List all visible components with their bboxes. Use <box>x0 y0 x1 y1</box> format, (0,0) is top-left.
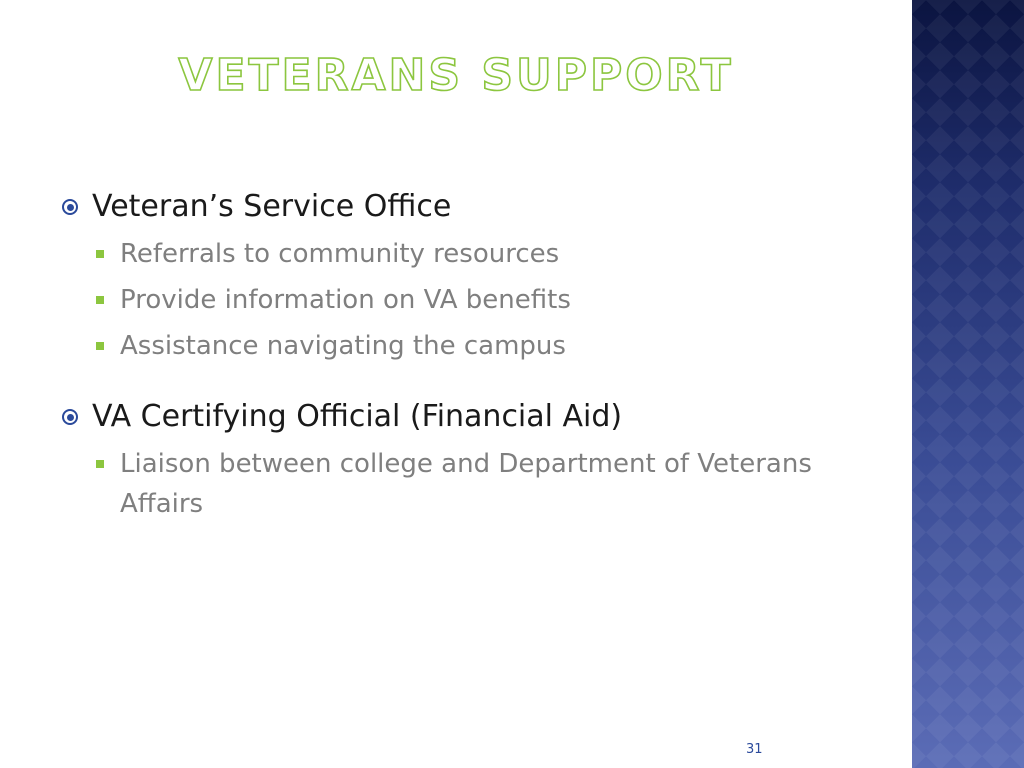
radio-bullet-icon <box>62 396 92 438</box>
slide-content <box>62 186 822 524</box>
bullet-level1 <box>62 396 822 438</box>
bullet-level1 <box>62 186 822 228</box>
bullet-level2 <box>96 326 822 366</box>
square-bullet-icon <box>96 444 120 484</box>
page-number: 31 <box>746 742 763 757</box>
bullet-level2 <box>96 234 822 274</box>
slide-title: VETERANS SUPPORT <box>178 50 734 101</box>
square-bullet-icon <box>96 280 120 320</box>
bullet-level2-text: Provide information on VA benefits <box>120 285 571 315</box>
bullet-level2 <box>96 280 822 320</box>
bullet-level1-text: VA Certifying Official (Financial Aid) <box>92 399 623 434</box>
radio-bullet-icon <box>62 186 92 228</box>
bullet-level2 <box>96 444 822 524</box>
bullet-level2-text: Liaison between college and Department of Veterans Affairs <box>120 449 812 519</box>
bullet-level1-text: Veteran’s Service Office <box>92 189 452 224</box>
bullet-level2-text: Assistance navigating the campus <box>120 331 566 361</box>
square-bullet-icon <box>96 234 120 274</box>
decorative-side-panel <box>912 0 1024 768</box>
bullet-level2-text: Referrals to community resources <box>120 239 560 269</box>
square-bullet-icon <box>96 326 120 366</box>
